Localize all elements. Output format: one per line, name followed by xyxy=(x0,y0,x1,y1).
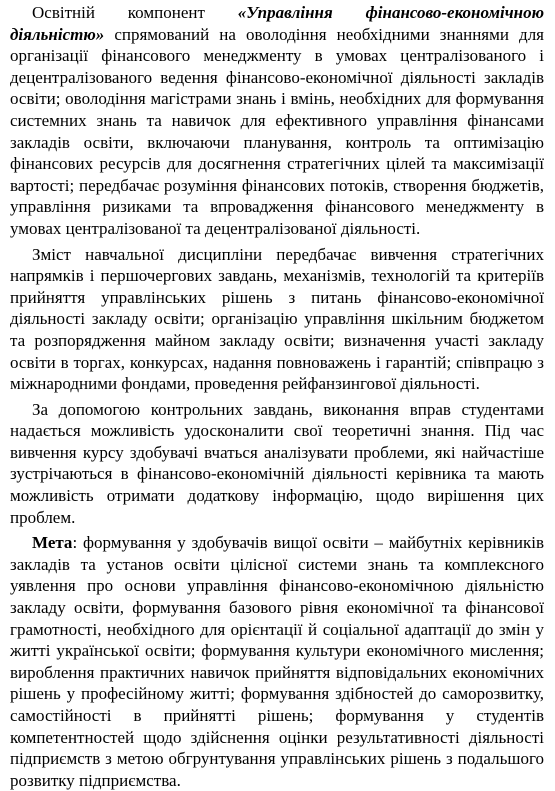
component-lead: Освітній компонент xyxy=(32,3,205,22)
paragraph-component-description xyxy=(10,2,544,240)
paragraph-control-tasks: За допомогою контрольних завдань, виконання вправ студентами надається можливість удосконалити свої теоретичні знання. Під час вивчення курсу здобувачі вчаться аналізувати проблеми, які найчастіше зустрічаються в фінансово-економічній діяльності керівника та мають можливість отримати додаткову інформацію, щодо вирішення цих проблем. xyxy=(10,399,544,527)
component-title: «Управління фінансово-економічною діяльністю» xyxy=(10,3,544,44)
paragraph-course-content: Зміст навчальної дисципліни передбачає вивчення стратегічних напрямків і першочергових завдань, механізмів, технологій та критеріїв прийняття управлінських рішень з питань фінансово-економічної діяльності закладу освіти; організацію управління шкільним бюджетом та розпорядження майном закладу освіти; визначення участі закладу освіти в торгах, конкурсах, надання повноважень і гарантій; співпрацю з міжнародними фондами, проведення рейфанзингової діяльності. xyxy=(10,244,544,394)
paragraph-goal xyxy=(10,532,544,791)
goal-label: Мета xyxy=(32,533,73,553)
document-body xyxy=(10,2,544,791)
component-description: спрямований на оволодіння необхідними знаннями для організації фінансового менеджменту в умовах централізованого і децентралізованого ведення фінансово-економічної діяльності закладів освіти; оволодіння магістрами знань і вмінь, необхідних для формування системних знань та навичок для ефективного управління фінансами закладів освіти, включаючи планування, контроль та оптимізацію фінансових ресурсів для досягнення стратегічних цілей та максимізації вартості; передбачає розуміння фінансових потоків, створення бюджетів, управління ризиками та впровадження фінансового менеджменту в умовах централізованої та децентралізованої діяльності. xyxy=(10,24,545,238)
goal-text: : формування у здобувачів вищої освіти – майбутніх керівників закладів та установ освіти цілісної системи знань та комплексного уявлення про основи управління фінансово-економічною діяльністю закладу освіти, формування базового рівня економічної та фінансової грамотності, необхідного для орієнтації й соціальної адаптації до змін у житті української освіти; формування культури економічного мислення; вироблення практичних навичок прийняття відповідальних економічних рішень у професійному житті; формування здібностей до саморозвитку, самостійності в прийнятті рішень; формування у студентів компетентностей щодо здійснення оцінки результативності діяльності підприємств з метою обгрунтування управлінських рішень з подальшого розвитку підприємства. xyxy=(10,533,544,790)
